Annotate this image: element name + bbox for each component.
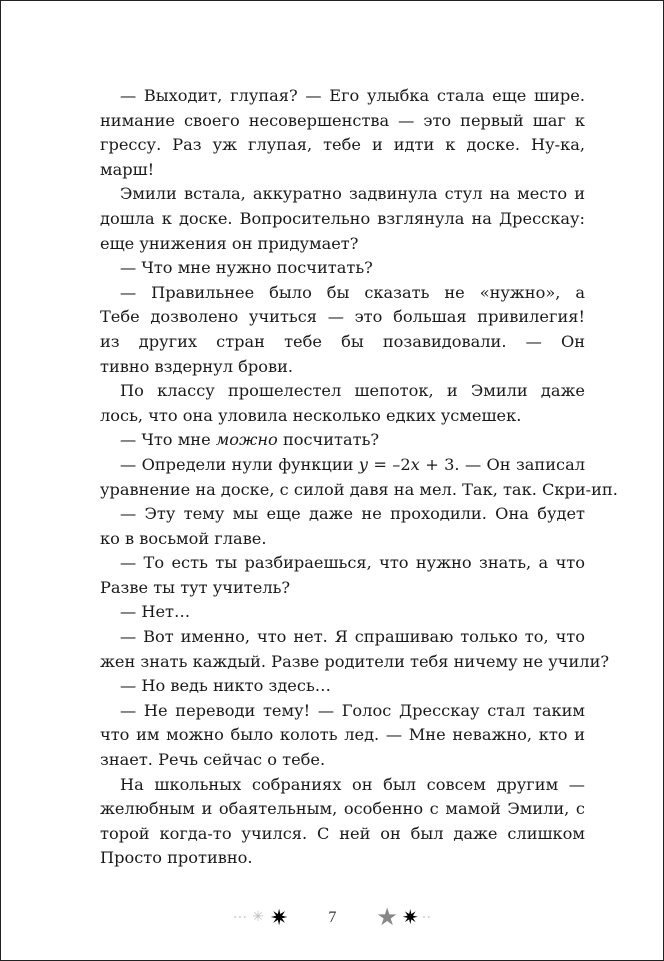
text-line: [100, 453, 585, 478]
text-line: [100, 355, 585, 380]
text-line: [100, 478, 618, 503]
text-line: [100, 674, 585, 699]
text-segment: грессу. Раз уж глупая, тебе и идти к доске. Ну-ка,: [100, 135, 585, 155]
text-segment: По классу прошелестел шепоток, и Эмили даже: [120, 381, 585, 401]
text-line: [100, 625, 585, 650]
text-segment: уравнение на доске, с силой давя на мел. Так, так. Скри-ип.: [100, 479, 618, 499]
italic-text: x: [410, 454, 420, 474]
text-line: [100, 527, 585, 552]
text-segment: — Но ведь никто здесь…: [120, 676, 331, 696]
text-line: [100, 846, 585, 871]
text-line: [100, 256, 585, 281]
text-line: [100, 281, 585, 306]
text-line: [100, 133, 585, 158]
text-line: [100, 404, 585, 429]
text-segment: — Эту тему мы еще даже не проходили. Она будет: [120, 504, 585, 524]
text-segment: посчитать?: [277, 430, 380, 450]
text-segment: — Нет…: [120, 602, 191, 622]
text-segment: лось, что она уловила несколько едких усмешек.: [100, 405, 522, 425]
text-segment: ко в восьмой главе.: [100, 528, 267, 548]
text-segment: — Определи нули функции: [120, 454, 359, 474]
text-segment: Тебе дозволено учиться — это большая привилегия!: [100, 307, 585, 327]
text-segment: — Не переводи тему! — Голос Дресскау стал таким: [120, 700, 585, 720]
text-segment: еще унижения он придумает?: [100, 233, 359, 253]
text-segment: знает. Речь сейчас о тебе.: [100, 750, 326, 770]
text-line: [100, 379, 585, 404]
text-line: [100, 699, 585, 724]
italic-text: y: [358, 454, 368, 474]
text-segment: нимание своего несовершенства — это первый шаг к: [100, 110, 585, 130]
text-line: [100, 822, 585, 847]
text-line: [100, 207, 585, 232]
page-footer: [0, 903, 664, 933]
text-line: [100, 551, 585, 576]
text-line: [100, 502, 585, 527]
star-ornament-right-icon: ★ ✷ • •: [376, 905, 431, 931]
text-line: [100, 797, 585, 822]
text-line: [100, 330, 585, 355]
star-ornament-left-icon: • • • ✳ ✷: [233, 905, 289, 930]
text-segment: — То есть ты разбираешься, что нужно знать, а что: [120, 553, 585, 573]
text-line: [100, 723, 585, 748]
text-segment: тивно вздернул брови.: [100, 356, 294, 376]
text-segment: = –2: [367, 454, 411, 474]
text-segment: + 3. — Он записал: [419, 454, 585, 474]
text-segment: торой когда-то учился. С ней он был даже слишком: [100, 823, 585, 843]
body-text: [100, 84, 618, 871]
text-line: [100, 84, 585, 109]
text-line: [100, 158, 585, 183]
text-segment: — Выходит, глупая? — Его улыбка стала еще шире.: [120, 86, 585, 105]
text-segment: Разве ты тут учитель?: [100, 577, 291, 597]
text-segment: — Что мне: [120, 430, 216, 450]
text-segment: марш!: [100, 159, 155, 179]
text-segment: — Правильнее было бы сказать не «нужно», а: [120, 282, 585, 302]
text-line: [100, 576, 585, 601]
text-line: [100, 428, 585, 453]
text-line: [100, 600, 585, 625]
text-segment: что им можно было колоть лед. — Мне неважно, кто и: [100, 725, 585, 745]
text-line: [100, 182, 585, 207]
text-line: [100, 305, 585, 330]
italic-text: можно: [215, 430, 278, 450]
text-line: [100, 109, 585, 134]
text-segment: — Что мне нужно посчитать?: [120, 258, 373, 278]
text-line: [100, 773, 585, 798]
text-segment: из других стран тебе бы позавидовали. — Он: [100, 331, 585, 351]
text-segment: Эмили встала, аккуратно задвинула стул на место и: [120, 184, 585, 204]
text-segment: — Вот именно, что нет. Я спрашиваю только то, что: [120, 627, 585, 647]
text-line: [100, 748, 585, 773]
text-line: [100, 232, 585, 257]
text-segment: желюбным и обаятельным, особенно с мамой Эмили, с: [100, 799, 585, 819]
text-segment: дошла к доске. Вопросительно взглянула на Дресскау:: [100, 208, 585, 228]
page-number: 7: [328, 909, 337, 926]
text-segment: Просто противно.: [100, 848, 253, 868]
text-segment: На школьных собраниях он был совсем другим —: [120, 774, 585, 794]
text-line: [100, 650, 610, 675]
text-segment: жен знать каждый. Разве родители тебя ничему не учили?: [100, 651, 610, 671]
